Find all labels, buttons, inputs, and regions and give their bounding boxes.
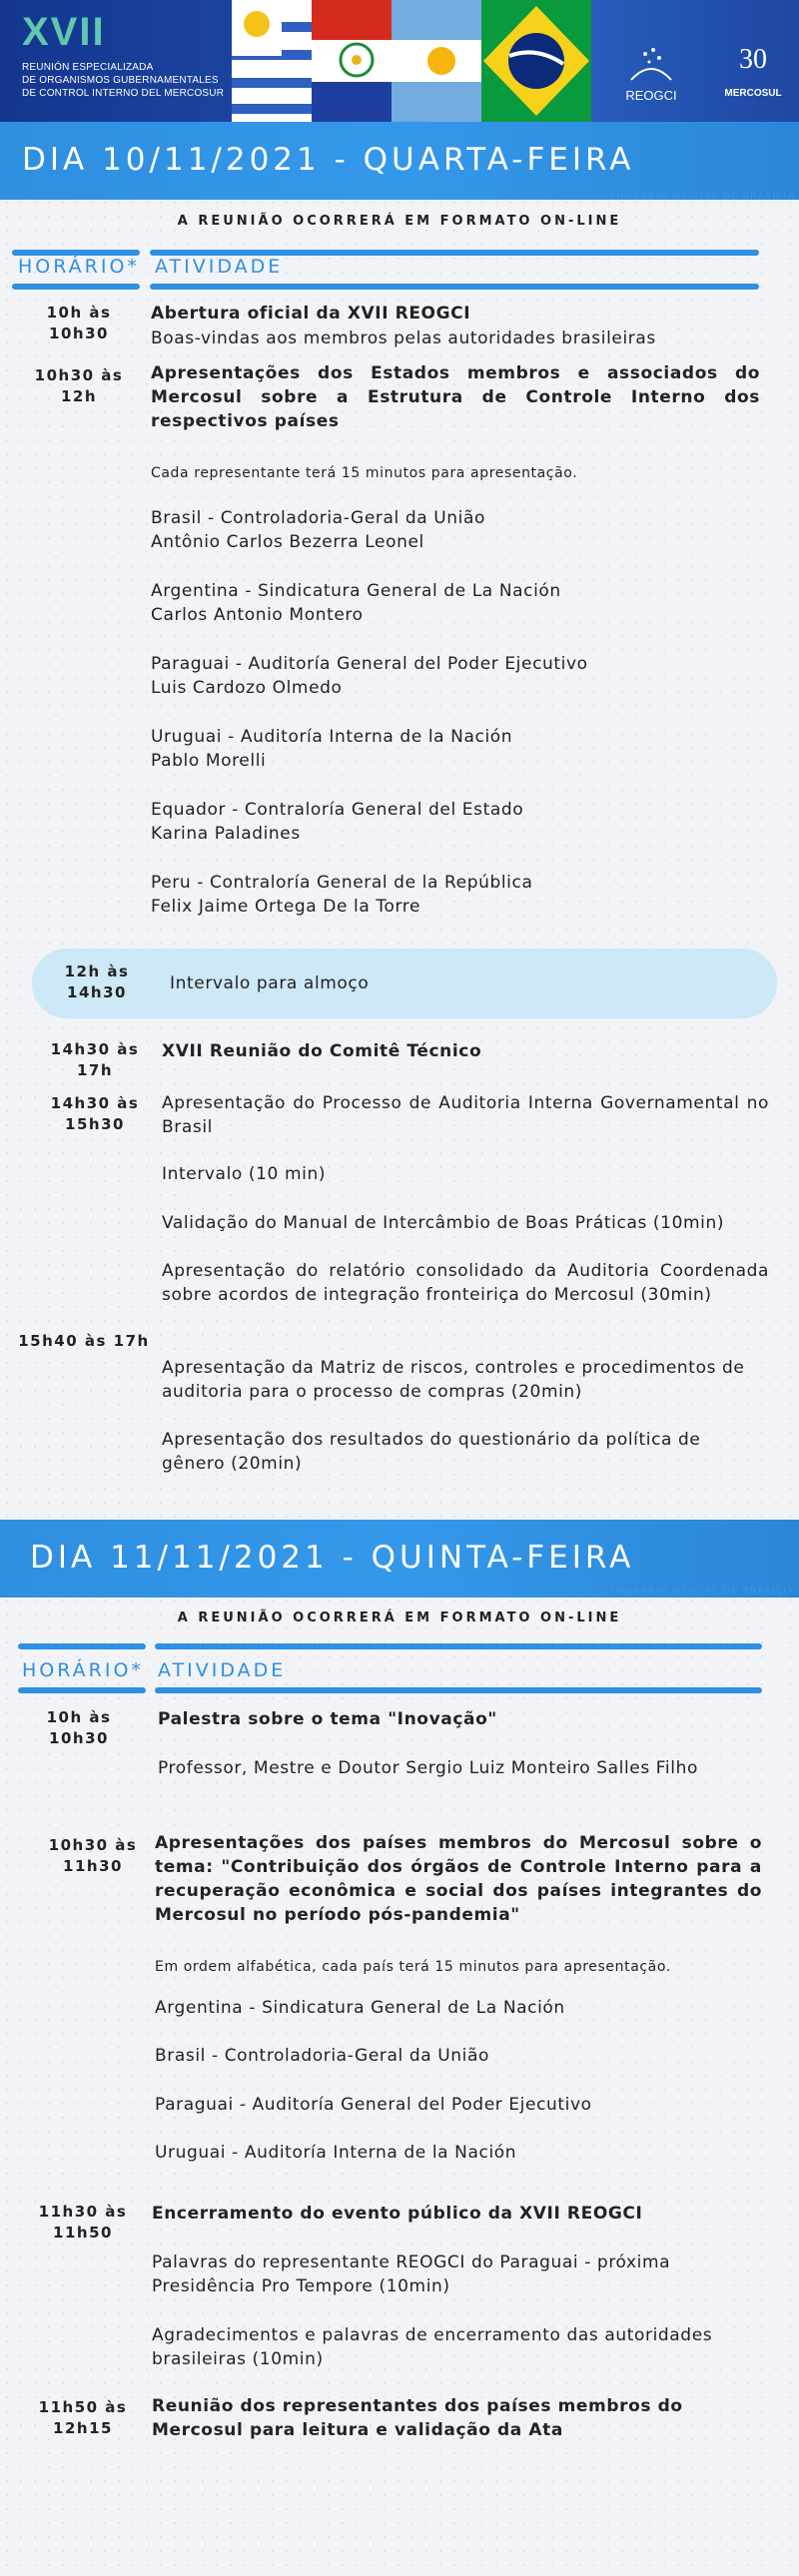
day1-row2-note: Cada representante terá 15 minutos para apresentação. [151,465,578,481]
day2-row2-item: Paraguai - Auditoría General del Poder Ejecutivo [155,2095,592,2115]
day1-row1-time: 10h às 10h30 [46,304,112,342]
day2-activity-header: ATIVIDADE [158,1659,287,1681]
day1-row5-item: Apresentação dos resultados do questionário da política de gênero (20min) [162,1430,701,1474]
day2-row2-item: Argentina - Sindicatura General de La Nación [155,1998,565,2018]
day1-entry-person: Pablo Morelli [151,751,267,771]
day2-activity-header-line [155,1643,762,1649]
day2-time-header: HORÁRIO* [22,1659,144,1681]
day1-entry-org: Brasil - Controladoria-Geral da União [151,508,485,528]
day2-time-header-line [18,1643,146,1649]
day1-time-header: HORÁRIO* [18,256,140,278]
day2-row3-time: 11h30 às 11h50 [38,2203,128,2242]
day1-lunch-label: Intervalo para almoço [170,973,370,993]
day1-entry-org: Uruguai - Auditoría Interna de la Nación [151,727,513,747]
day1-row3-time: 14h30 às 17h [50,1040,140,1079]
paraguay-flag-icon [312,0,401,122]
day1-row5-time: 15h40 às 17h [18,1332,150,1350]
mercosul-label: MERCOSUL [724,88,782,99]
day2-row1-time: 10h às 10h30 [46,1708,112,1747]
day1-row2-time: 10h30 às 12h [34,366,124,405]
day2-time-header-line-bottom [18,1687,146,1693]
day1-entry-person: Luis Cardozo Olmedo [151,678,343,698]
xvii-logo: XVII [22,10,106,54]
day2-activity-header-line-bottom [155,1687,762,1693]
day1-entry-org: Equador - Contraloría General del Estado [151,800,524,820]
day1-row1-title: Abertura oficial da XVII REOGCI [151,304,471,323]
day1-format-note: A REUNIÃO OCORRERÁ EM FORMATO ON-LINE [177,214,622,229]
day1-entry-org: Peru - Contraloría General de la República [151,873,533,893]
day2-row2-item: Brasil - Controladoria-Geral da União [155,2046,489,2066]
day1-entry-person: Karina Paladines [151,824,301,844]
member-flags [232,0,591,122]
header-subtitle-line-2: DE ORGANISMOS GUBERNAMENTALES [22,75,219,86]
day2-row3-item: Agradecimentos e palavras de encerramento das autoridades brasileiras (10min) [152,2325,713,2369]
day2-timezone-note: *HORÁRIO OFICIAL DE BRASÍLIA [609,1587,795,1597]
day2-row2-title: Apresentações dos países membros do Mercosul sobre o tema: "Contribuição dos órgãos de Controle Interno para a recuperação econômica e social dos países integrantes do Mercosul no período pós-pandemia" [155,1833,762,1925]
day1-lunch-time: 12h às 14h30 [64,963,130,1001]
day1-entry-org: Argentina - Sindicatura General de La Nación [151,581,561,601]
day1-entry-person: Carlos Antonio Montero [151,605,364,625]
header-banner [0,0,799,122]
day2-row4-title: Reunião dos representantes dos países membros do Mercosul para leitura e validação da Ata [152,2396,683,2440]
day2-format-note: A REUNIÃO OCORRERÁ EM FORMATO ON-LINE [177,1610,622,1625]
day1-row4-desc: Apresentação do Processo de Auditoria Interna Governamental no Brasil [162,1093,769,1137]
day1-title: DIA 10/11/2021 - QUARTA-FEIRA [22,142,635,178]
header-subtitle-line-1: REUNIÓN ESPECIALIZADA [22,62,154,73]
day2-row4-time: 11h50 às 12h15 [38,2398,128,2437]
day2-title: DIA 11/11/2021 - QUINTA-FEIRA [30,1540,635,1576]
day2-row1-title: Palestra sobre o tema "Inovação" [158,1709,497,1729]
day1-row1-desc: Boas-vindas aos membros pelas autoridades brasileiras [151,328,656,348]
day1-row5-item: Validação do Manual de Intercâmbio de Boas Práticas (10min) [162,1213,725,1233]
day1-title-bar [0,122,799,200]
day1-activity-header: ATIVIDADE [155,256,284,278]
day1-row5-item: Apresentação da Matriz de riscos, controles e procedimentos de auditoria para o processo de compras (20min) [162,1358,745,1402]
day1-row4-time: 14h30 às 15h30 [50,1094,140,1133]
reogci-logo-icon [627,44,675,86]
mercosul-30-years: 30 [739,44,767,75]
uruguay-flag-icon [232,0,322,122]
day1-time-header-line-bottom [12,284,140,290]
reogci-label: REOGCI [625,88,677,103]
day2-row2-time: 10h30 às 11h30 [48,1836,138,1875]
day1-row3-title: XVII Reunião do Comitê Técnico [162,1041,482,1061]
day2-row3-item: Palavras do representante REOGCI do Paraguai - próxima Presidência Pro Tempore (10min) [152,2253,671,2296]
day1-timezone-note: *HORÁRIO OFICIAL DE BRASÍLIA [609,192,795,202]
day1-row2-title: Apresentações dos Estados membros e associados do Mercosul sobre a Estrutura de Controle Interno dos respectivos países [151,363,760,431]
header-subtitle-line-3: DE CONTROL INTERNO DEL MERCOSUR [22,88,225,99]
day1-entry-person: Felix Jaime Ortega De la Torre [151,897,421,917]
day1-entry-person: Antônio Carlos Bezerra Leonel [151,532,424,552]
day1-row5-item: Intervalo (10 min) [162,1164,327,1184]
day1-activity-header-line-bottom [150,284,759,290]
day1-row5-item: Apresentação do relatório consolidado da Auditoria Coordenada sobre acordos de integração fronteiriça do Mercosul (30min) [162,1261,769,1305]
day2-row3-title: Encerramento do evento público da XVII REOGCI [152,2204,643,2224]
day2-row1-desc: Professor, Mestre e Doutor Sergio Luiz Monteiro Salles Filho [158,1758,698,1778]
day2-row2-item: Uruguai - Auditoría Interna de la Nación [155,2143,517,2163]
day2-row2-note: Em ordem alfabética, cada país terá 15 minutos para apresentação. [155,1959,671,1975]
argentina-flag-icon [392,0,491,122]
day1-entry-org: Paraguai - Auditoría General del Poder Ejecutivo [151,654,588,674]
brazil-flag-icon [481,0,591,122]
